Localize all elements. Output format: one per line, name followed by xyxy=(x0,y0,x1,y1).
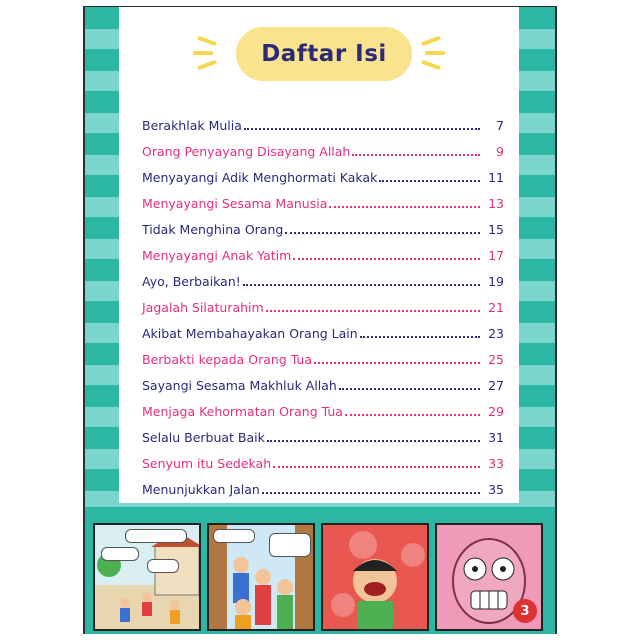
speech-bubble xyxy=(213,529,255,543)
toc-entry-title: Tidak Menghina Orang xyxy=(142,222,284,237)
toc-entry xyxy=(142,107,504,133)
toc-entry-page: 11 xyxy=(488,170,504,185)
toc-entry xyxy=(142,315,504,341)
toc-entry xyxy=(142,289,504,315)
toc-dot-leader xyxy=(262,492,480,494)
toc-entry-title: Menyayangi Adik Menghormati Kakak xyxy=(142,170,378,185)
toc-entry-page: 9 xyxy=(496,144,504,159)
toc-entry xyxy=(142,211,504,237)
toc-dot-leader xyxy=(273,466,480,468)
toc-dot-leader xyxy=(360,336,480,338)
toc-entry xyxy=(142,185,504,211)
toc-entry-title: Senyum itu Sedekah xyxy=(142,456,272,471)
toc-entry xyxy=(142,445,504,471)
toc-entry xyxy=(142,133,504,159)
book-page xyxy=(83,6,557,634)
toc-entry-page: 35 xyxy=(488,482,504,497)
toc-entry-page: 17 xyxy=(488,248,504,263)
toc-entry-title: Selalu Berbuat Baik xyxy=(142,430,265,445)
toc-entry-page: 33 xyxy=(488,456,504,471)
toc-entry xyxy=(142,367,504,393)
comic-panel-2 xyxy=(207,523,315,631)
speech-bubble xyxy=(269,533,311,557)
title-ray-icon xyxy=(197,60,217,71)
toc-entry xyxy=(142,471,504,497)
toc-entry-title: Jagalah Silaturahim xyxy=(142,300,264,315)
comic-panel-4 xyxy=(435,523,543,631)
title-ray-icon xyxy=(197,36,217,47)
toc-entry xyxy=(142,263,504,289)
toc-entry-page: 7 xyxy=(496,118,504,133)
toc-list xyxy=(142,107,504,497)
page-number-badge: 3 xyxy=(513,599,537,623)
toc-entry-title: Orang Penyayang Disayang Allah xyxy=(142,144,351,159)
title-ray-icon xyxy=(425,51,445,55)
toc-dot-leader xyxy=(293,258,480,260)
toc-entry-title: Menjaga Kehormatan Orang Tua xyxy=(142,404,343,419)
toc-dot-leader xyxy=(329,206,480,208)
toc-entry xyxy=(142,393,504,419)
title-ray-icon xyxy=(421,36,441,47)
toc-entry xyxy=(142,419,504,445)
toc-entry-page: 21 xyxy=(488,300,504,315)
toc-entry-title: Ayo, Berbaikan! xyxy=(142,274,241,289)
toc-dot-leader xyxy=(243,284,480,286)
toc-dot-leader xyxy=(379,180,480,182)
toc-entry-title: Berakhlak Mulia xyxy=(142,118,242,133)
toc-entry-title: Sayangi Sesama Makhluk Allah xyxy=(142,378,337,393)
toc-entry-page: 15 xyxy=(488,222,504,237)
toc-entry-title: Menyayangi Anak Yatim xyxy=(142,248,292,263)
comic-panel-1 xyxy=(93,523,201,631)
title-badge xyxy=(236,27,412,81)
toc-entry xyxy=(142,237,504,263)
title-ray-icon xyxy=(421,60,441,71)
toc-entry xyxy=(142,159,504,185)
toc-dot-leader xyxy=(352,154,480,156)
comic-panel-3 xyxy=(321,523,429,631)
toc-panel xyxy=(119,7,519,503)
toc-entry xyxy=(142,341,504,367)
title-ray-icon xyxy=(193,51,213,55)
toc-entry-page: 19 xyxy=(488,274,504,289)
toc-dot-leader xyxy=(345,414,480,416)
toc-entry-title: Berbakti kepada Orang Tua xyxy=(142,352,313,367)
toc-dot-leader xyxy=(267,440,480,442)
toc-entry-page: 13 xyxy=(488,196,504,211)
toc-dot-leader xyxy=(266,310,480,312)
laughing-boy-illustration xyxy=(323,525,427,629)
toc-entry-title: Akibat Membahayakan Orang Lain xyxy=(142,326,358,341)
toc-entry-title: Menyayangi Sesama Manusia xyxy=(142,196,328,211)
speech-bubble xyxy=(101,547,139,561)
toc-dot-leader xyxy=(339,388,480,390)
toc-entry-page: 25 xyxy=(488,352,504,367)
speech-bubble xyxy=(147,559,179,573)
toc-entry-page: 27 xyxy=(488,378,504,393)
toc-dot-leader xyxy=(244,128,480,130)
toc-dot-leader xyxy=(314,362,480,364)
toc-dot-leader xyxy=(285,232,480,234)
toc-entry-page: 23 xyxy=(488,326,504,341)
toc-entry-page: 29 xyxy=(488,404,504,419)
toc-entry-title: Menunjukkan Jalan xyxy=(142,482,260,497)
speech-bubble xyxy=(125,529,187,543)
toc-entry-page: 31 xyxy=(488,430,504,445)
comic-strip xyxy=(85,507,555,634)
page-title: Daftar Isi xyxy=(261,41,387,67)
